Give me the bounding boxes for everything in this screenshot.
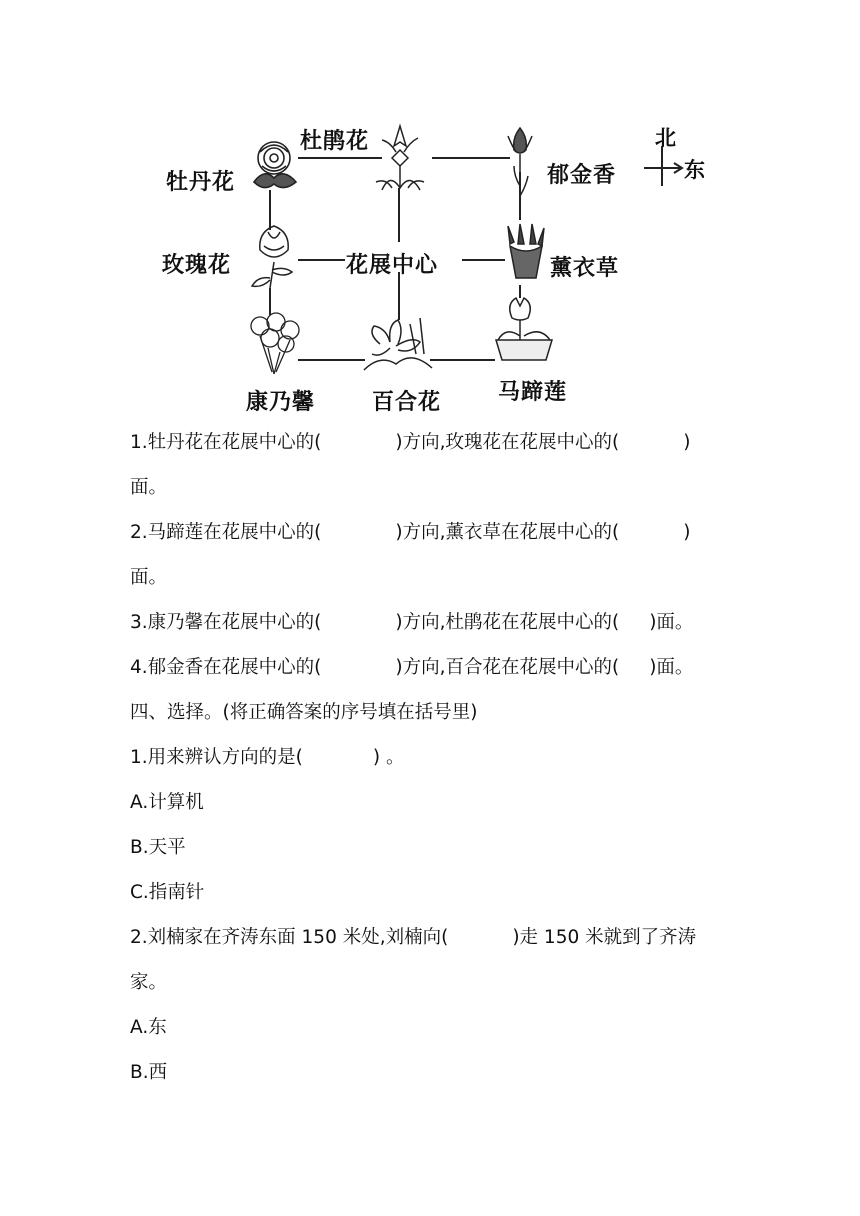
peony-icon	[250, 138, 302, 198]
question-text: 4.郁金香在花展中心的(	[130, 657, 322, 678]
question-text: )方向,玫瑰花在花展中心的(	[395, 432, 620, 453]
option-a: A.东	[130, 1017, 167, 1038]
compass-east-label: 东	[684, 157, 706, 182]
map-lines	[150, 110, 730, 410]
lavender-icon	[500, 222, 552, 282]
question-text: 2.马蹄莲在花展中心的(	[130, 522, 322, 543]
question-text: )	[683, 432, 691, 453]
label-calla-lily: 马蹄莲	[498, 379, 568, 405]
label-rose: 玫瑰花	[162, 252, 232, 278]
option-c: C.指南针	[130, 882, 205, 903]
question-text: 3.康乃馨在花展中心的(	[130, 612, 322, 633]
tulip-icon	[500, 126, 540, 216]
label-peony: 牡丹花	[166, 169, 236, 195]
choice-question-1	[130, 749, 404, 768]
question-text: ) 。	[372, 747, 405, 768]
question-text: )方向,薰衣草在花展中心的(	[395, 522, 620, 543]
label-azalea: 杜鹃花	[300, 128, 370, 154]
question-text: 2.刘楠家在齐涛东面 150 米处,刘楠向(	[130, 927, 449, 948]
rose-icon	[248, 222, 300, 292]
label-carnation: 康乃馨	[246, 389, 316, 415]
azalea-icon	[372, 122, 430, 194]
choice-question-2-continuation: 家。	[130, 972, 168, 993]
carnation-icon	[246, 312, 302, 378]
section-title: 四、选择。(将正确答案的序号填在括号里)	[130, 702, 478, 723]
question-1	[130, 434, 690, 453]
label-lavender: 薰衣草	[550, 255, 620, 281]
question-text: )面。	[649, 612, 694, 633]
question-2-continuation: 面。	[130, 567, 168, 588]
question-text: )	[683, 522, 691, 543]
question-3	[130, 614, 693, 633]
question-1-continuation: 面。	[130, 477, 168, 498]
question-text: )方向,百合花在花展中心的(	[395, 657, 620, 678]
option-a: A.计算机	[130, 792, 204, 813]
question-text: 1.用来辨认方向的是(	[130, 747, 303, 768]
question-text: )方向,杜鹃花在花展中心的(	[395, 612, 620, 633]
label-tulip: 郁金香	[547, 162, 617, 188]
compass-icon	[644, 146, 682, 186]
flower-show-map	[150, 110, 730, 415]
option-b: B.西	[130, 1062, 168, 1083]
question-text: )走 150 米就到了齐涛	[512, 927, 697, 948]
question-2	[130, 524, 690, 543]
label-center: 花展中心	[346, 252, 439, 278]
lily-icon	[360, 314, 436, 372]
calla-lily-icon	[492, 296, 556, 362]
question-4	[130, 659, 693, 678]
question-text: )面。	[649, 657, 694, 678]
choice-question-2	[130, 929, 696, 948]
label-lily: 百合花	[372, 389, 442, 415]
option-b: B.天平	[130, 837, 186, 858]
compass-north-label: 北	[655, 125, 677, 150]
question-text: 1.牡丹花在花展中心的(	[130, 432, 322, 453]
